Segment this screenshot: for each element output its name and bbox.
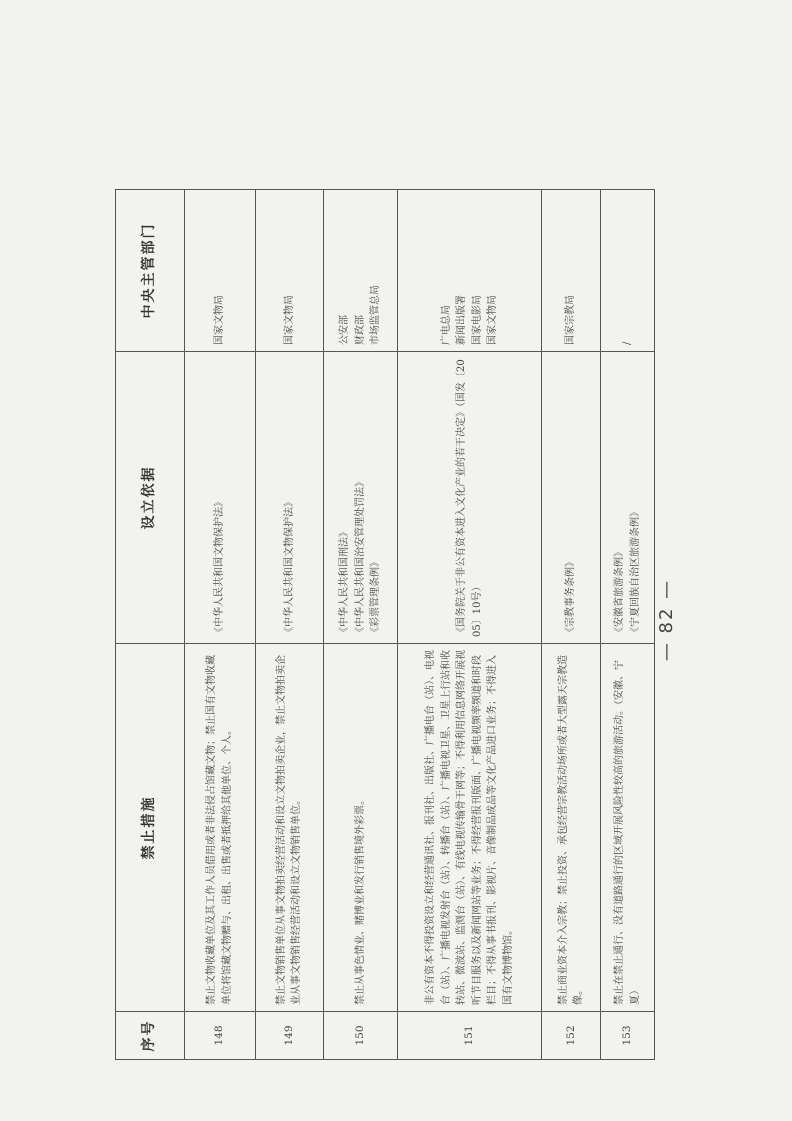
- dept-cell: [255, 190, 324, 352]
- row-number: 149: [255, 1012, 324, 1060]
- measure-cell: 非公有资本不得投资设立和经营通讯社、报刊社、出版社、广播电台（站）、电视台（站）、广播电视发射台（站）、转播台（站）、广播电视卫星、卫星上行站和收转站、微波站、监测台（站）、有线电视传输骨干网等；不得利用信息网络开展视听节目服务以及新闻网站等业务；不得经营报刊版面、广播电视频率频道和时段栏目；不得从事书报刊、影视片、音像制品成品等文化产品进口业务；不得进入国有文物博物馆。: [397, 644, 542, 1012]
- basis-line: 《安徽省旅游条例》: [614, 547, 626, 637]
- basis-cell: 《宗教事务条例》: [542, 352, 601, 644]
- row-number: 148: [184, 1012, 255, 1060]
- row-number: 150: [324, 1012, 398, 1060]
- table-row: [324, 190, 398, 1060]
- dept-line: 新闻出版署: [456, 295, 467, 345]
- dept-line: 公安部: [339, 315, 351, 345]
- measure-cell: 禁止从事色情业、赌博业和发行销售境外彩票。: [324, 644, 398, 1012]
- dept-line: 广电总局: [440, 305, 452, 345]
- basis-cell: [324, 352, 398, 644]
- dept-cell: [184, 190, 255, 352]
- dept-cell: [324, 190, 398, 352]
- basis-line: 《宁夏回族自治区旅游条例》: [629, 507, 641, 637]
- measure-cell: 禁止文物销售单位从事文物拍卖经营活动和设立文物拍卖企业，禁止文物拍卖企业从事文物销售经营活动和设立文物销售单位。: [255, 644, 324, 1012]
- header-measure: 禁止措施: [116, 644, 185, 1012]
- basis-cell: 《国务院关于非公有资本进入文化产业的若干决定》（国发〔2005〕10号）: [397, 352, 542, 644]
- dept-cell: [542, 190, 601, 352]
- header-dept: 中央主管部门: [116, 190, 185, 352]
- dept-cell: [601, 190, 655, 352]
- table-row: [397, 190, 542, 1060]
- basis-cell: 《中华人民共和国文物保护法》: [184, 352, 255, 644]
- row-number: 153: [601, 1012, 655, 1060]
- dept-line: 国家文物局: [487, 295, 498, 345]
- basis-line: 《彩票管理条例》: [370, 557, 382, 637]
- rotated-table-container: [115, 190, 655, 1060]
- basis-line: 《中华人民共和国刑法》: [339, 527, 351, 637]
- dept-line: 国家文物局: [213, 295, 225, 345]
- table-row: [255, 190, 324, 1060]
- basis-line: 《中华人民共和国治安管理处罚法》: [354, 477, 366, 637]
- table-header-row: [116, 190, 185, 1060]
- dept-line: 国家宗教局: [565, 295, 577, 345]
- measure-cell: 禁止商业资本介入宗教；禁止投资、承包经营宗教活动场所或者大型露天宗教造像。: [542, 644, 601, 1012]
- row-number: 151: [397, 1012, 542, 1060]
- dept-cell: [397, 190, 542, 352]
- prohibited-measures-table: [115, 189, 655, 1060]
- measure-cell: 禁止文物收藏单位及其工作人员借用或者非法侵占馆藏文物；禁止国有文物收藏单位将馆藏文物赠与、出租、出售或者抵押给其他单位、个人。: [184, 644, 255, 1012]
- header-basis: 设立依据: [116, 352, 185, 644]
- basis-cell: 《中华人民共和国文物保护法》: [255, 352, 324, 644]
- dept-line: 国家文物局: [283, 295, 295, 345]
- header-no: 序号: [116, 1012, 185, 1060]
- dept-line: 财政部: [354, 315, 366, 345]
- table-row: [184, 190, 255, 1060]
- measure-cell: 禁止在禁止通行、没有道路通行的区域开展风险性较高的旅游活动。（安徽、宁夏）: [601, 644, 655, 1012]
- dept-line: 国家电影局: [471, 295, 483, 345]
- dept-line: 市场监管总局: [370, 285, 382, 345]
- page-number-text: — 82 —: [655, 578, 677, 662]
- dept-line: /: [621, 341, 633, 345]
- table-row: [542, 190, 601, 1060]
- row-number: 152: [542, 1012, 601, 1060]
